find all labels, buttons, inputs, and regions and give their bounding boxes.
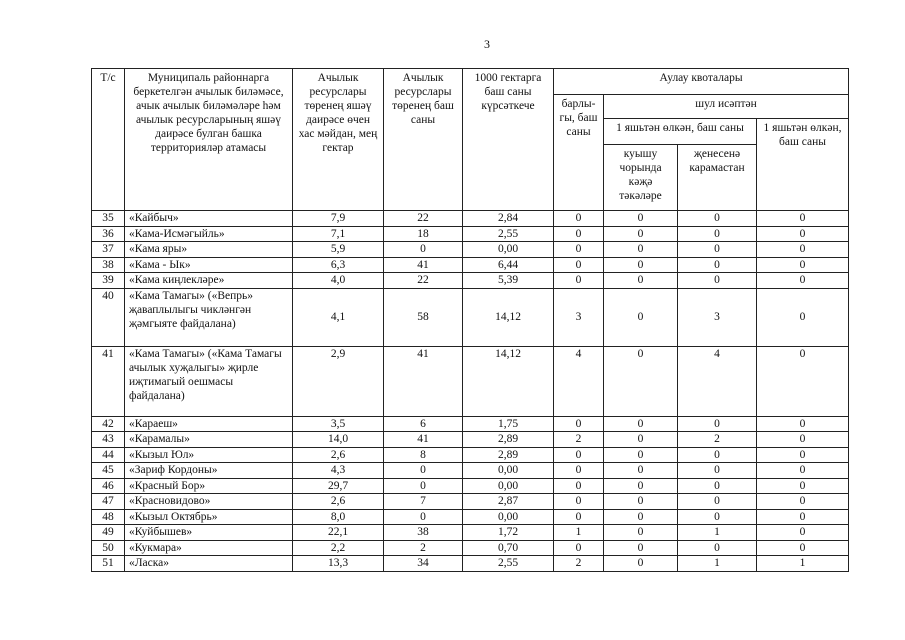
- header-territory-name: Муниципаль районнарга беркетелгән ачылык биләмәсе, ачык ачылык биләмәләре һәм ачылык ресурсларының яшәү даирәсе булган башка территорияләр атамасы: [125, 69, 293, 211]
- older-one-year-cell: 0: [757, 416, 849, 432]
- table-row: [92, 273, 849, 289]
- density-cell: 2,89: [463, 432, 554, 448]
- table-header: [92, 69, 849, 211]
- density-cell: 1,75: [463, 416, 554, 432]
- head-count-cell: 41: [384, 346, 463, 416]
- territory-name-cell: «Кызыл Юл»: [125, 447, 293, 463]
- table-row: [92, 346, 849, 416]
- row-number-cell: 46: [92, 478, 125, 494]
- habitat-area-cell: 13,3: [293, 556, 384, 572]
- page-number: 3: [484, 37, 490, 51]
- regardless-of-sex-cell: 0: [678, 447, 757, 463]
- head-count-cell: 0: [384, 478, 463, 494]
- density-cell: 5,39: [463, 273, 554, 289]
- older-one-year-cell: 0: [757, 447, 849, 463]
- habitat-area-cell: 14,0: [293, 432, 384, 448]
- habitat-area-cell: 5,9: [293, 242, 384, 258]
- rutting-males-cell: 0: [604, 211, 678, 227]
- territory-name-cell: «Кама Тамагы» («Кама Тамагы ачылык хуҗалыгы» җирле иҗтимагый оешмасы файдалана): [125, 346, 293, 416]
- habitat-area-cell: 22,1: [293, 525, 384, 541]
- head-count-cell: 22: [384, 211, 463, 227]
- quota-total-cell: 0: [554, 478, 604, 494]
- regardless-of-sex-cell: 2: [678, 432, 757, 448]
- head-count-cell: 7: [384, 494, 463, 510]
- row-number-cell: 48: [92, 509, 125, 525]
- habitat-area-cell: 6,3: [293, 257, 384, 273]
- density-cell: 6,44: [463, 257, 554, 273]
- density-cell: 2,55: [463, 556, 554, 572]
- row-number-cell: 40: [92, 288, 125, 346]
- row-number-cell: 37: [92, 242, 125, 258]
- row-number-cell: 45: [92, 463, 125, 479]
- habitat-area-cell: 2,6: [293, 494, 384, 510]
- habitat-area-cell: 7,1: [293, 226, 384, 242]
- rutting-males-cell: 0: [604, 494, 678, 510]
- table-row: [92, 447, 849, 463]
- older-one-year-cell: 0: [757, 288, 849, 346]
- head-count-cell: 34: [384, 556, 463, 572]
- density-cell: 2,89: [463, 447, 554, 463]
- rutting-males-cell: 0: [604, 242, 678, 258]
- rutting-males-cell: 0: [604, 432, 678, 448]
- table-row: [92, 478, 849, 494]
- habitat-area-cell: 4,0: [293, 273, 384, 289]
- quota-total-cell: 0: [554, 273, 604, 289]
- header-density: 1000 гектарга баш саны күрсәткече: [463, 69, 554, 211]
- territory-name-cell: «Кама - Ык»: [125, 257, 293, 273]
- row-number-cell: 49: [92, 525, 125, 541]
- quota-total-cell: 0: [554, 540, 604, 556]
- row-number-cell: 36: [92, 226, 125, 242]
- head-count-cell: 41: [384, 432, 463, 448]
- table-body: [92, 211, 849, 572]
- quota-total-cell: 0: [554, 447, 604, 463]
- habitat-area-cell: 4,3: [293, 463, 384, 479]
- rutting-males-cell: 0: [604, 463, 678, 479]
- head-count-cell: 41: [384, 257, 463, 273]
- regardless-of-sex-cell: 4: [678, 346, 757, 416]
- density-cell: 0,00: [463, 478, 554, 494]
- header-older-than-one-year: 1 яшьтән өлкән, баш саны: [604, 119, 757, 145]
- header-including: шул исәптән: [604, 95, 849, 119]
- head-count-cell: 38: [384, 525, 463, 541]
- rutting-males-cell: 0: [604, 288, 678, 346]
- rutting-males-cell: 0: [604, 509, 678, 525]
- row-number-cell: 44: [92, 447, 125, 463]
- older-one-year-cell: 0: [757, 211, 849, 227]
- habitat-area-cell: 3,5: [293, 416, 384, 432]
- header-quota-total: барлы-гы, баш саны: [554, 95, 604, 211]
- row-number-cell: 51: [92, 556, 125, 572]
- row-number-cell: 39: [92, 273, 125, 289]
- territory-name-cell: «Зариф Кордоны»: [125, 463, 293, 479]
- header-head-count: Ачылык ресурслары төренең баш саны: [384, 69, 463, 211]
- regardless-of-sex-cell: 0: [678, 463, 757, 479]
- head-count-cell: 0: [384, 463, 463, 479]
- habitat-area-cell: 2,9: [293, 346, 384, 416]
- table-row: [92, 416, 849, 432]
- row-number-cell: 35: [92, 211, 125, 227]
- older-one-year-cell: 0: [757, 242, 849, 258]
- row-number-cell: 43: [92, 432, 125, 448]
- density-cell: 2,87: [463, 494, 554, 510]
- older-one-year-cell: 0: [757, 494, 849, 510]
- quota-total-cell: 0: [554, 463, 604, 479]
- quota-total-cell: 0: [554, 509, 604, 525]
- table-row: [92, 494, 849, 510]
- regardless-of-sex-cell: 0: [678, 416, 757, 432]
- density-cell: 0,00: [463, 509, 554, 525]
- territory-name-cell: «Ласка»: [125, 556, 293, 572]
- head-count-cell: 8: [384, 447, 463, 463]
- territory-name-cell: «Кама яры»: [125, 242, 293, 258]
- rutting-males-cell: 0: [604, 226, 678, 242]
- older-one-year-cell: 0: [757, 257, 849, 273]
- quota-total-cell: 0: [554, 494, 604, 510]
- density-cell: 1,72: [463, 525, 554, 541]
- quota-total-cell: 2: [554, 432, 604, 448]
- table-row: [92, 540, 849, 556]
- older-one-year-cell: 0: [757, 346, 849, 416]
- regardless-of-sex-cell: 0: [678, 540, 757, 556]
- head-count-cell: 22: [384, 273, 463, 289]
- row-number-cell: 41: [92, 346, 125, 416]
- regardless-of-sex-cell: 1: [678, 556, 757, 572]
- header-rutting-males: куышу чорында кәҗә тәкәләре: [604, 145, 678, 211]
- table-row: [92, 242, 849, 258]
- older-one-year-cell: 0: [757, 525, 849, 541]
- regardless-of-sex-cell: 1: [678, 525, 757, 541]
- hunting-quota-table: [91, 68, 849, 572]
- regardless-of-sex-cell: 0: [678, 211, 757, 227]
- territory-name-cell: «Кукмара»: [125, 540, 293, 556]
- rutting-males-cell: 0: [604, 273, 678, 289]
- older-one-year-cell: 0: [757, 432, 849, 448]
- density-cell: 14,12: [463, 346, 554, 416]
- density-cell: 2,55: [463, 226, 554, 242]
- quota-total-cell: 2: [554, 556, 604, 572]
- header-regardless-of-sex: җенесенә карамастан: [678, 145, 757, 211]
- table-row: [92, 509, 849, 525]
- regardless-of-sex-cell: 0: [678, 509, 757, 525]
- regardless-of-sex-cell: 0: [678, 494, 757, 510]
- head-count-cell: 0: [384, 242, 463, 258]
- density-cell: 0,00: [463, 242, 554, 258]
- table-row: [92, 257, 849, 273]
- density-cell: 2,84: [463, 211, 554, 227]
- table-row: [92, 556, 849, 572]
- rutting-males-cell: 0: [604, 416, 678, 432]
- table-row: [92, 288, 849, 346]
- rutting-males-cell: 0: [604, 525, 678, 541]
- territory-name-cell: «Кама Тамагы» («Вепрь» җаваплылыгы чикләнгән җәмгыяте файдалана): [125, 288, 293, 346]
- rutting-males-cell: 0: [604, 346, 678, 416]
- territory-name-cell: «Красный Бор»: [125, 478, 293, 494]
- header-older-than-one-year-2: 1 яшьтән өлкән, баш саны: [757, 119, 849, 211]
- older-one-year-cell: 0: [757, 478, 849, 494]
- header-habitat-area: Ачылык ресурслары төренең яшәү даирәсе өчен хас мәйдан, мең гектар: [293, 69, 384, 211]
- habitat-area-cell: 29,7: [293, 478, 384, 494]
- regardless-of-sex-cell: 0: [678, 242, 757, 258]
- older-one-year-cell: 0: [757, 226, 849, 242]
- table-row: [92, 211, 849, 227]
- quota-total-cell: 4: [554, 346, 604, 416]
- habitat-area-cell: 2,2: [293, 540, 384, 556]
- regardless-of-sex-cell: 3: [678, 288, 757, 346]
- quota-total-cell: 3: [554, 288, 604, 346]
- territory-name-cell: «Кайбыч»: [125, 211, 293, 227]
- quota-total-cell: 0: [554, 226, 604, 242]
- regardless-of-sex-cell: 0: [678, 273, 757, 289]
- older-one-year-cell: 0: [757, 463, 849, 479]
- row-number-cell: 42: [92, 416, 125, 432]
- rutting-males-cell: 0: [604, 257, 678, 273]
- habitat-area-cell: 4,1: [293, 288, 384, 346]
- territory-name-cell: «Кама киңлекләре»: [125, 273, 293, 289]
- territory-name-cell: «Красновидово»: [125, 494, 293, 510]
- quota-total-cell: 0: [554, 416, 604, 432]
- territory-name-cell: «Карамалы»: [125, 432, 293, 448]
- head-count-cell: 2: [384, 540, 463, 556]
- habitat-area-cell: 8,0: [293, 509, 384, 525]
- density-cell: 0,00: [463, 463, 554, 479]
- table-row: [92, 432, 849, 448]
- table-row: [92, 463, 849, 479]
- territory-name-cell: «Кама-Исмәгыйль»: [125, 226, 293, 242]
- older-one-year-cell: 0: [757, 273, 849, 289]
- older-one-year-cell: 0: [757, 540, 849, 556]
- rutting-males-cell: 0: [604, 447, 678, 463]
- head-count-cell: 0: [384, 509, 463, 525]
- rutting-males-cell: 0: [604, 540, 678, 556]
- territory-name-cell: «Кызыл Октябрь»: [125, 509, 293, 525]
- territory-name-cell: «Куйбышев»: [125, 525, 293, 541]
- quota-total-cell: 0: [554, 242, 604, 258]
- head-count-cell: 18: [384, 226, 463, 242]
- older-one-year-cell: 1: [757, 556, 849, 572]
- rutting-males-cell: 0: [604, 556, 678, 572]
- regardless-of-sex-cell: 0: [678, 257, 757, 273]
- habitat-area-cell: 2,6: [293, 447, 384, 463]
- head-count-cell: 6: [384, 416, 463, 432]
- header-hunting-quotas: Аулау квоталары: [554, 69, 849, 95]
- row-number-cell: 38: [92, 257, 125, 273]
- habitat-area-cell: 7,9: [293, 211, 384, 227]
- regardless-of-sex-cell: 0: [678, 226, 757, 242]
- density-cell: 0,70: [463, 540, 554, 556]
- density-cell: 14,12: [463, 288, 554, 346]
- row-number-cell: 50: [92, 540, 125, 556]
- rutting-males-cell: 0: [604, 478, 678, 494]
- quota-total-cell: 1: [554, 525, 604, 541]
- header-row-number: Т/с: [92, 69, 125, 211]
- quota-total-cell: 0: [554, 211, 604, 227]
- row-number-cell: 47: [92, 494, 125, 510]
- table-row: [92, 226, 849, 242]
- territory-name-cell: «Караеш»: [125, 416, 293, 432]
- regardless-of-sex-cell: 0: [678, 478, 757, 494]
- head-count-cell: 58: [384, 288, 463, 346]
- table-row: [92, 525, 849, 541]
- quota-total-cell: 0: [554, 257, 604, 273]
- older-one-year-cell: 0: [757, 509, 849, 525]
